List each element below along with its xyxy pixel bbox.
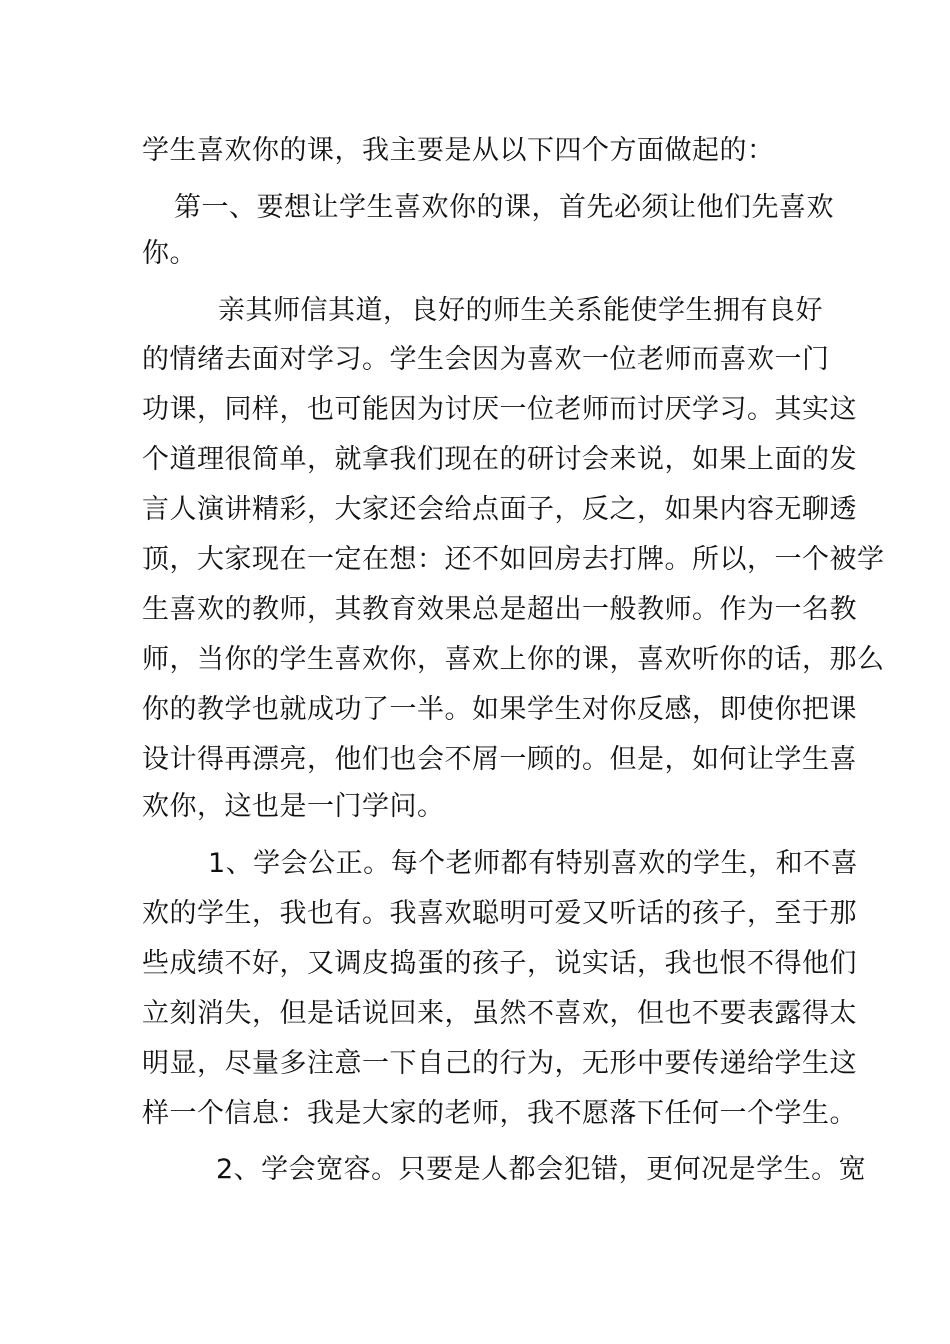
- text-line-18: 立刻消失，但是话说回来，虽然不喜欢，但也不要表露得太: [142, 998, 857, 1029]
- text-line-1: 学生喜欢你的课，我主要是从以下四个方面做起的：: [142, 135, 775, 166]
- text-line-11: 师，当你的学生喜欢你，喜欢上你的课，喜欢听你的话，那么: [142, 644, 885, 675]
- text-line-8: 言人演讲精彩，大家还会给点面子，反之，如果内容无聊透: [142, 494, 857, 525]
- text-line-21: 2、学会宽容。只要是人都会犯错，更何况是学生。宽: [216, 1154, 867, 1185]
- text-line-6: 功课，同样，也可能因为讨厌一位老师而讨厌学习。其实这: [142, 394, 857, 425]
- text-line-9: 顶，大家现在一定在想：还不如回房去打牌。所以，一个被学: [142, 544, 885, 575]
- text-line-7: 个道理很简单，就拿我们现在的研讨会来说，如果上面的发: [142, 444, 857, 475]
- text-line-12: 你的教学也就成功了一半。如果学生对你反感，即使你把课: [142, 694, 857, 725]
- text-line-17: 些成绩不好，又调皮捣蛋的孩子，说实话，我也恨不得他们: [142, 948, 857, 979]
- text-line-15: 1、学会公正。每个老师都有特别喜欢的学生，和不喜: [208, 848, 859, 879]
- text-line-4: 亲其师信其道，良好的师生关系能使学生拥有良好: [218, 295, 823, 326]
- text-line-10: 生喜欢的教师，其教育效果总是超出一般教师。作为一名教: [142, 594, 857, 625]
- text-line-14: 欢你，这也是一门学问。: [142, 791, 445, 822]
- text-line-3: 你。: [142, 238, 197, 269]
- text-line-20: 样一个信息：我是大家的老师，我不愿落下任何一个学生。: [142, 1098, 857, 1129]
- text-line-16: 欢的学生，我也有。我喜欢聪明可爱又听话的孩子，至于那: [142, 898, 857, 929]
- text-line-13: 设计得再漂亮，他们也会不屑一顾的。但是，如何让学生喜: [142, 744, 857, 775]
- text-line-5: 的情绪去面对学习。学生会因为喜欢一位老师而喜欢一门: [142, 344, 830, 375]
- text-line-19: 明显，尽量多注意一下自己的行为，无形中要传递给学生这: [142, 1048, 857, 1079]
- text-line-2: 第一、要想让学生喜欢你的课，首先必须让他们先喜欢: [174, 192, 834, 223]
